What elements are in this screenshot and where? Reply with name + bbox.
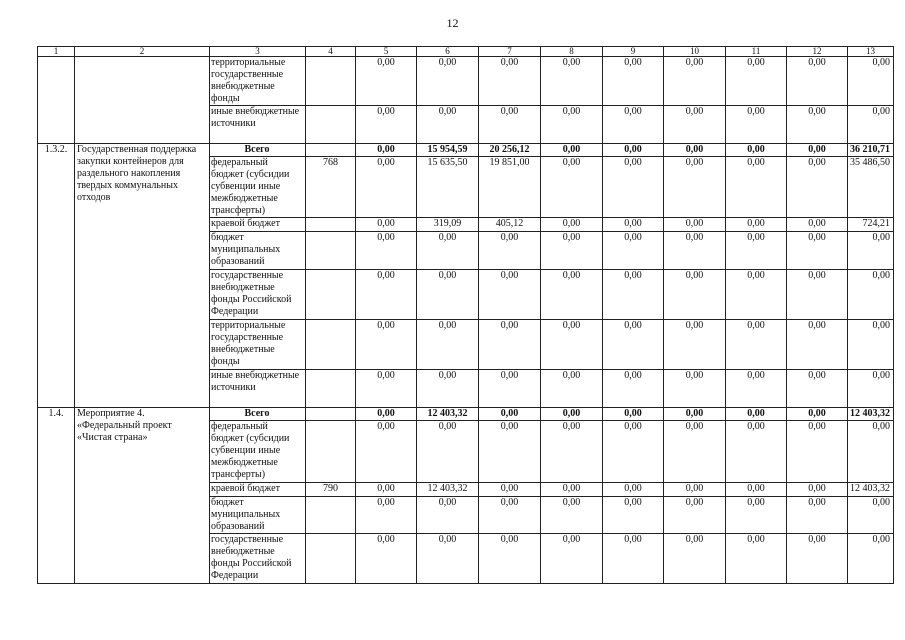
value-cell: 0,00 [848, 57, 894, 106]
value-cell: 0,00 [664, 57, 726, 106]
value-cell: 0,00 [603, 408, 664, 421]
code-cell [306, 370, 356, 408]
value-cell: 0,00 [541, 408, 603, 421]
value-cell: 0,00 [603, 106, 664, 144]
index-cell [38, 57, 75, 144]
value-cell: 12 403,32 [848, 408, 894, 421]
funding-source-cell: федеральный бюджет (субсидии субвенции иные межбюджетные трансферты) [210, 157, 306, 218]
value-cell: 0,00 [356, 270, 417, 320]
value-cell: 0,00 [603, 534, 664, 584]
budget-table [37, 46, 894, 584]
value-cell: 0,00 [603, 497, 664, 534]
funding-source-cell: территориальные государственные внебюджетные фонды [210, 320, 306, 370]
value-cell: 724,21 [848, 218, 894, 232]
value-cell: 0,00 [417, 534, 479, 584]
funding-source-cell: бюджет муниципальных образований [210, 497, 306, 534]
value-cell: 0,00 [479, 534, 541, 584]
value-cell: 0,00 [664, 106, 726, 144]
column-header: 6 [417, 47, 479, 57]
value-cell: 0,00 [787, 270, 848, 320]
value-cell: 0,00 [787, 497, 848, 534]
value-cell: 0,00 [787, 483, 848, 497]
value-cell: 0,00 [603, 483, 664, 497]
value-cell: 0,00 [541, 534, 603, 584]
value-cell: 15 635,50 [417, 157, 479, 218]
value-cell: 0,00 [603, 421, 664, 483]
value-cell: 20 256,12 [479, 144, 541, 157]
value-cell: 0,00 [356, 106, 417, 144]
value-cell: 0,00 [356, 218, 417, 232]
funding-source-cell: иные внебюджетные источники [210, 370, 306, 408]
code-cell [306, 421, 356, 483]
value-cell: 0,00 [603, 320, 664, 370]
value-cell: 0,00 [541, 270, 603, 320]
value-cell: 0,00 [787, 57, 848, 106]
value-cell: 0,00 [603, 157, 664, 218]
value-cell: 0,00 [479, 421, 541, 483]
code-cell [306, 320, 356, 370]
value-cell: 0,00 [356, 370, 417, 408]
name-cell [75, 57, 210, 144]
value-cell: 0,00 [417, 370, 479, 408]
funding-source-cell: бюджет муниципальных образований [210, 232, 306, 270]
value-cell: 319,09 [417, 218, 479, 232]
value-cell: 0,00 [726, 421, 787, 483]
column-header: 10 [664, 47, 726, 57]
value-cell: 0,00 [356, 483, 417, 497]
value-cell: 0,00 [787, 232, 848, 270]
value-cell: 0,00 [787, 144, 848, 157]
value-cell: 0,00 [664, 421, 726, 483]
index-cell: 1.4. [38, 408, 75, 584]
value-cell: 0,00 [356, 497, 417, 534]
value-cell: 0,00 [356, 157, 417, 218]
value-cell: 0,00 [726, 57, 787, 106]
value-cell: 0,00 [787, 157, 848, 218]
value-cell: 0,00 [726, 534, 787, 584]
value-cell: 0,00 [479, 320, 541, 370]
funding-source-cell: иные внебюджетные источники [210, 106, 306, 144]
value-cell: 0,00 [664, 483, 726, 497]
value-cell: 0,00 [664, 270, 726, 320]
value-cell: 0,00 [664, 232, 726, 270]
value-cell: 0,00 [417, 497, 479, 534]
value-cell: 0,00 [664, 497, 726, 534]
value-cell: 0,00 [541, 57, 603, 106]
code-cell [306, 497, 356, 534]
column-header: 5 [356, 47, 417, 57]
value-cell: 0,00 [787, 320, 848, 370]
value-cell: 0,00 [664, 144, 726, 157]
value-cell: 0,00 [848, 370, 894, 408]
table-row [38, 57, 894, 106]
table-row [38, 408, 894, 421]
value-cell: 0,00 [787, 408, 848, 421]
value-cell: 0,00 [417, 106, 479, 144]
value-cell: 0,00 [726, 157, 787, 218]
table-row [38, 144, 894, 157]
code-cell [306, 106, 356, 144]
value-cell: 0,00 [417, 320, 479, 370]
value-cell: 0,00 [664, 157, 726, 218]
value-cell: 0,00 [726, 370, 787, 408]
value-cell: 0,00 [417, 421, 479, 483]
value-cell: 0,00 [787, 534, 848, 584]
value-cell: 0,00 [726, 320, 787, 370]
funding-source-cell: территориальные государственные внебюджетные фонды [210, 57, 306, 106]
value-cell: 0,00 [356, 232, 417, 270]
code-cell: 790 [306, 483, 356, 497]
value-cell: 0,00 [787, 106, 848, 144]
index-cell: 1.3.2. [38, 144, 75, 408]
value-cell: 0,00 [603, 232, 664, 270]
value-cell: 0,00 [787, 421, 848, 483]
value-cell: 0,00 [356, 320, 417, 370]
value-cell: 0,00 [541, 370, 603, 408]
value-cell: 0,00 [479, 483, 541, 497]
value-cell: 0,00 [603, 57, 664, 106]
value-cell: 0,00 [726, 270, 787, 320]
value-cell: 0,00 [356, 57, 417, 106]
code-cell [306, 218, 356, 232]
value-cell: 0,00 [664, 320, 726, 370]
value-cell: 0,00 [726, 218, 787, 232]
value-cell: 0,00 [603, 370, 664, 408]
value-cell: 405,12 [479, 218, 541, 232]
value-cell: 0,00 [787, 370, 848, 408]
value-cell: 0,00 [479, 232, 541, 270]
column-header: 11 [726, 47, 787, 57]
column-header: 2 [75, 47, 210, 57]
value-cell: 35 486,50 [848, 157, 894, 218]
funding-source-cell: федеральный бюджет (субсидии субвенции иные межбюджетные трансферты) [210, 421, 306, 483]
column-header: 8 [541, 47, 603, 57]
column-header: 3 [210, 47, 306, 57]
value-cell: 0,00 [848, 421, 894, 483]
value-cell: 0,00 [603, 144, 664, 157]
value-cell: 0,00 [664, 408, 726, 421]
funding-source-cell: краевой бюджет [210, 218, 306, 232]
value-cell: 0,00 [726, 106, 787, 144]
column-header: 4 [306, 47, 356, 57]
value-cell: 0,00 [848, 232, 894, 270]
value-cell: 19 851,00 [479, 157, 541, 218]
value-cell: 0,00 [541, 497, 603, 534]
value-cell: 0,00 [726, 232, 787, 270]
value-cell: 0,00 [664, 218, 726, 232]
column-header: 12 [787, 47, 848, 57]
code-cell: 768 [306, 157, 356, 218]
funding-source-cell: Всего [210, 408, 306, 421]
code-cell [306, 408, 356, 421]
value-cell: 0,00 [848, 270, 894, 320]
value-cell: 0,00 [848, 534, 894, 584]
column-header-row [38, 47, 894, 57]
value-cell: 0,00 [356, 408, 417, 421]
code-cell [306, 232, 356, 270]
value-cell: 0,00 [848, 106, 894, 144]
value-cell: 0,00 [726, 483, 787, 497]
column-header: 13 [848, 47, 894, 57]
value-cell: 0,00 [664, 370, 726, 408]
value-cell: 0,00 [356, 421, 417, 483]
value-cell: 12 403,32 [417, 483, 479, 497]
code-cell [306, 270, 356, 320]
value-cell: 36 210,71 [848, 144, 894, 157]
value-cell: 0,00 [541, 106, 603, 144]
value-cell: 0,00 [417, 270, 479, 320]
value-cell: 0,00 [603, 270, 664, 320]
funding-source-cell: краевой бюджет [210, 483, 306, 497]
value-cell: 0,00 [848, 497, 894, 534]
code-cell [306, 144, 356, 157]
value-cell: 0,00 [417, 57, 479, 106]
value-cell: 0,00 [848, 320, 894, 370]
funding-source-cell: государственные внебюджетные фонды Российской Федерации [210, 534, 306, 584]
value-cell: 0,00 [356, 144, 417, 157]
name-cell: Мероприятие 4. «Федеральный проект «Чистая страна» [75, 408, 210, 584]
value-cell: 0,00 [417, 232, 479, 270]
column-header: 7 [479, 47, 541, 57]
funding-source-cell: государственные внебюджетные фонды Российской Федерации [210, 270, 306, 320]
name-cell: Государственная поддержка закупки контейнеров для раздельного накопления твердых коммунальных отходов [75, 144, 210, 408]
value-cell: 0,00 [726, 144, 787, 157]
value-cell: 0,00 [479, 106, 541, 144]
value-cell: 0,00 [664, 534, 726, 584]
value-cell: 0,00 [541, 320, 603, 370]
value-cell: 0,00 [541, 157, 603, 218]
value-cell: 0,00 [541, 144, 603, 157]
value-cell: 15 954,59 [417, 144, 479, 157]
value-cell: 0,00 [356, 534, 417, 584]
value-cell: 0,00 [787, 218, 848, 232]
value-cell: 0,00 [726, 408, 787, 421]
value-cell: 0,00 [541, 421, 603, 483]
code-cell [306, 534, 356, 584]
code-cell [306, 57, 356, 106]
funding-source-cell: Всего [210, 144, 306, 157]
value-cell: 0,00 [541, 232, 603, 270]
value-cell: 0,00 [541, 483, 603, 497]
value-cell: 0,00 [479, 57, 541, 106]
value-cell: 0,00 [603, 218, 664, 232]
value-cell: 12 403,32 [848, 483, 894, 497]
value-cell: 0,00 [479, 270, 541, 320]
value-cell: 0,00 [479, 497, 541, 534]
value-cell: 0,00 [479, 408, 541, 421]
page-number: 12 [446, 16, 459, 30]
value-cell: 0,00 [726, 497, 787, 534]
column-header: 1 [38, 47, 75, 57]
table-body [38, 47, 894, 584]
value-cell: 0,00 [479, 370, 541, 408]
value-cell: 12 403,32 [417, 408, 479, 421]
column-header: 9 [603, 47, 664, 57]
value-cell: 0,00 [541, 218, 603, 232]
